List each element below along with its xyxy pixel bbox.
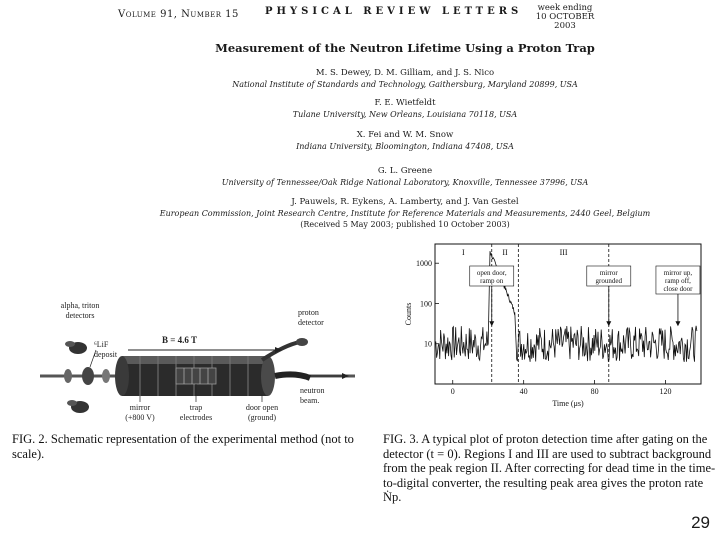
author-line: J. Pauwels, R. Eykens, A. Lamberty, and J. Van Gestel — [291, 197, 519, 207]
paper-title: Measurement of the Neutron Lifetime Using a Proton Trap — [215, 41, 595, 55]
issue-date-line1: week ending — [537, 3, 593, 13]
label-proton-1: proton — [298, 308, 319, 317]
label-field: B = 4.6 T — [162, 335, 197, 345]
fig3-chart — [395, 238, 710, 423]
y-tick-label: 100 — [420, 299, 432, 309]
label-lif-2: deposit — [94, 350, 118, 359]
annotation-arrowhead — [675, 321, 680, 326]
x-tick-label: 120 — [659, 387, 672, 396]
author-line: F. E. Wietfeldt — [374, 98, 436, 108]
label-door-1: door open — [245, 403, 279, 412]
affiliation-line: Indiana University, Bloomington, Indiana 47408, USA — [296, 142, 514, 151]
journal-volume: Volume 91, Number 15 — [118, 9, 239, 20]
label-trap-2: electrodes — [179, 413, 213, 422]
annotation — [587, 266, 631, 326]
region-label: III — [559, 248, 568, 257]
neutron-beam-arrowhead — [342, 373, 349, 379]
annotation-text: ramp off, — [664, 277, 691, 285]
x-tick-label: 80 — [590, 387, 599, 396]
y-axis-label: Counts — [404, 302, 413, 326]
alpha-triton-detector-top — [65, 341, 87, 354]
label-neutron-1: neutron — [300, 386, 325, 395]
issue-date — [525, 4, 605, 31]
proton-detector — [296, 338, 308, 346]
y-tick-label: 1000 — [416, 259, 432, 269]
author-line: G. L. Greene — [377, 166, 433, 176]
annotation-arrowhead — [606, 321, 611, 326]
lif-deposit — [82, 367, 94, 385]
label-mirror-2: (+800 V) — [125, 413, 155, 422]
label-door-2: (ground) — [248, 413, 276, 422]
annotation-text: ramp on — [480, 277, 504, 285]
label-detectors-1: alpha, triton — [60, 301, 100, 310]
label-lif-1: ⁶LiF — [94, 340, 109, 349]
journal-name: PHYSICAL REVIEW LETTERS — [265, 6, 523, 17]
annotation — [656, 266, 700, 326]
alpha-triton-detector-bottom — [67, 400, 89, 413]
fig2-caption: FIG. 2. Schematic representation of the experimental method (not to scale). — [12, 432, 354, 461]
region-label: I — [462, 248, 465, 257]
y-tick-label: 10 — [424, 339, 432, 349]
plot-frame — [435, 244, 701, 384]
annotation-arrowhead — [489, 321, 494, 326]
label-neutron-2: beam. — [300, 396, 320, 405]
x-tick-label: 0 — [450, 387, 455, 396]
fig3-caption: FIG. 3. A typical plot of proton detection time after gating on the detector (t = 0). Regions I and III are used to subtract background from the peak region II. After correcting for dead time in the time-to-digital converter, the resulting peak area gives the proton rate Ṅp. — [383, 432, 716, 504]
label-mirror-1: mirror — [129, 403, 151, 412]
annotation-text: close door — [663, 285, 693, 293]
x-tick-label: 40 — [519, 387, 528, 396]
label-trap-1: trap — [189, 403, 203, 412]
issue-date-line2: 10 OCTOBER 2003 — [535, 12, 595, 31]
annotation-text: open door, — [476, 269, 507, 277]
affiliation-line: National Institute of Standards and Technology, Gaithersburg, Maryland 20899, USA — [232, 80, 578, 89]
label-detectors-2: detectors — [65, 311, 95, 320]
target-ring — [64, 369, 72, 383]
affiliation-line: Tulane University, New Orleans, Louisiana 70118, USA — [292, 110, 518, 119]
received-date: (Received 5 May 2003; published 10 October 2003) — [300, 220, 510, 229]
affiliation-line: University of Tennessee/Oak Ridge National Laboratory, Knoxville, Tennessee 37996, USA — [221, 178, 589, 187]
affiliation-line: European Commission, Joint Research Centre, Institute for Reference Materials and Measurements, 2440 Geel, Belgium — [159, 209, 651, 218]
author-line: X. Fei and W. M. Snow — [356, 130, 454, 140]
solenoid — [115, 356, 275, 396]
region-label: II — [502, 248, 508, 257]
annotation-text: mirror up, — [663, 269, 693, 277]
aperture-ring — [102, 369, 110, 383]
proton-detector-arm — [262, 342, 300, 360]
annotation-text: mirror — [599, 269, 618, 277]
annotation-text: grounded — [595, 277, 623, 285]
fig2-schematic — [0, 290, 380, 425]
label-proton-2: detector — [298, 318, 324, 327]
author-line: M. S. Dewey, D. M. Gilliam, and J. S. Nico — [315, 68, 495, 78]
x-axis-label: Time (μs) — [552, 399, 584, 408]
page-number: 29 — [691, 513, 710, 532]
